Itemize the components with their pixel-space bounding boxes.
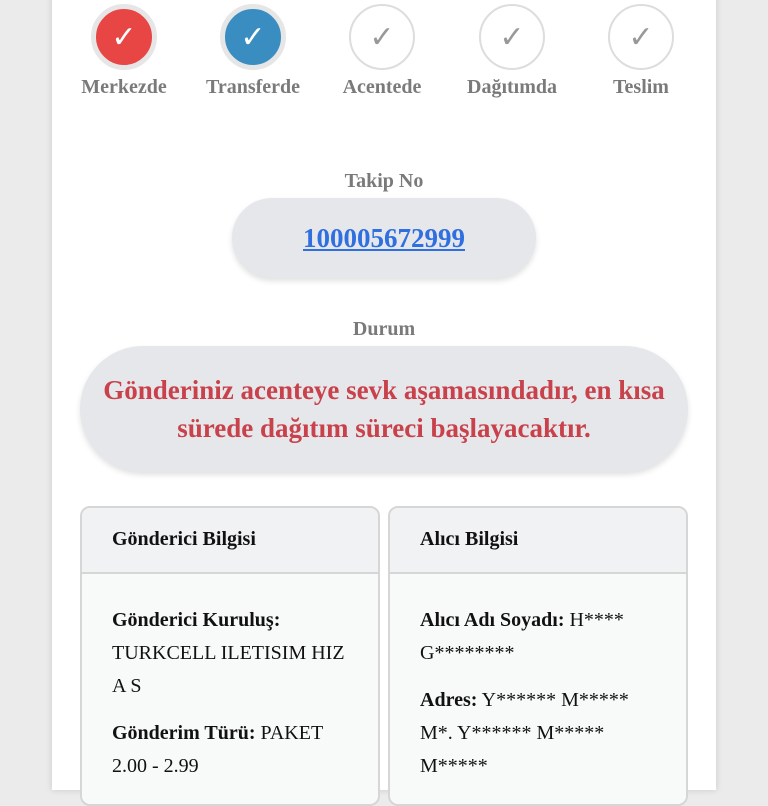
step-label: Teslim (613, 76, 669, 98)
field-value: TURKCELL ILETISIM HIZ A S (112, 642, 345, 697)
sender-card (80, 506, 380, 806)
receiver-address (420, 684, 666, 783)
field-label: Gönderici Kuruluş: (112, 609, 281, 631)
check-icon: ✓ (479, 4, 545, 70)
step-label: Transferde (205, 76, 301, 98)
check-icon: ✓ (91, 4, 157, 70)
sender-type (112, 717, 358, 783)
field-label: Alıcı Adı Soyadı: (420, 609, 565, 631)
tracking-label: Takip No (344, 170, 424, 192)
status-label: Durum (352, 318, 416, 340)
tracking-number-link[interactable]: 100005672999 (303, 222, 465, 253)
tracking-number-pill (232, 198, 536, 278)
check-icon: ✓ (608, 4, 674, 70)
receiver-card-title: Alıcı Bilgisi (390, 508, 686, 574)
sender-card-title: Gönderici Bilgisi (82, 508, 378, 574)
receiver-name (420, 604, 666, 670)
status-message: Gönderiniz acenteye sevk aşamasındadır, en kısa sürede dağıtım süreci başlayacaktır. (80, 346, 688, 472)
check-icon: ✓ (220, 4, 286, 70)
tracking-page (52, 0, 716, 790)
field-value: PAKET 2.00 - 2.99 (112, 722, 323, 777)
check-icon: ✓ (349, 4, 415, 70)
field-value: Y****** M***** M*. Y****** M***** M***** (420, 689, 629, 777)
field-label: Adres: (420, 689, 478, 711)
step-label: Dağıtımda (467, 76, 557, 98)
field-value: H**** G******** (420, 609, 624, 664)
receiver-card (388, 506, 688, 806)
step-label: Merkezde (81, 76, 167, 98)
field-label: Gönderim Türü: (112, 722, 256, 744)
step-label: Acentede (342, 76, 422, 98)
sender-org (112, 604, 358, 703)
